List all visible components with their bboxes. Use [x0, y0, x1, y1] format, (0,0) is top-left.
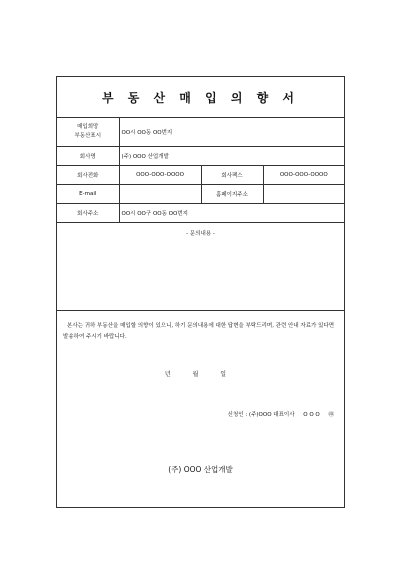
- company-label: 회사명: [57, 147, 119, 166]
- fax-label: 회사팩스: [201, 166, 263, 185]
- inquiry-section: [57, 223, 344, 311]
- company-address-label: 회사주소: [57, 204, 119, 223]
- address-label: 매입희망 부동산표시: [57, 118, 119, 147]
- homepage-label: 홈페이지주소: [201, 185, 263, 204]
- phone-value: OOO-OOO-OOOO: [119, 166, 201, 185]
- address-value: OO시 OO동 OO번지: [119, 118, 344, 147]
- phone-label: 회사전화: [57, 166, 119, 185]
- company-footer: (주) OOO 산업개발: [168, 465, 233, 474]
- email-label: E-mail: [57, 185, 119, 204]
- fax-value: OOO-OOO-OOOO: [263, 166, 344, 185]
- info-table: [57, 118, 344, 223]
- homepage-value: [263, 185, 344, 204]
- company-value: (주) OOO 산업개발: [119, 147, 344, 166]
- date-line: 년 월 일: [164, 371, 237, 378]
- company-address-value: OO시 OO구 OO동 OO번지: [119, 204, 344, 223]
- form-title: 부 동 산 매 입 의 향 서: [57, 77, 344, 118]
- email-value: [119, 185, 201, 204]
- applicant-line: 신청인 : (주)OOO 대표이사 O O O ㊞: [227, 412, 334, 418]
- purchase-intent-form: [56, 76, 345, 508]
- body-text: 본사는 귀하 부동산을 매입할 의향이 있으니, 하기 문의내용에 대한 답변을 부탁드리며, 관련 안내 자료가 있다면 발송하여 주시기 바랍니다.: [63, 323, 335, 340]
- inquiry-heading: - 문의내용 -: [186, 231, 215, 237]
